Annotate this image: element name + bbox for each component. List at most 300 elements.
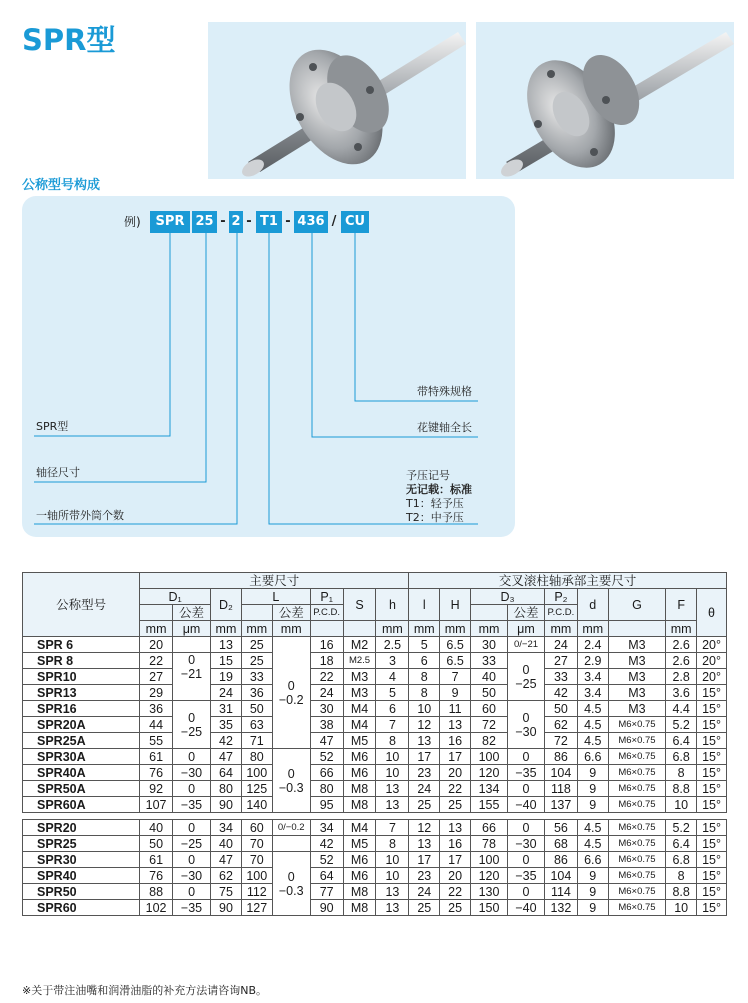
page-title: SPR型 bbox=[22, 23, 116, 57]
cell-i: 5 bbox=[409, 637, 440, 653]
cell-model: SPR 6 bbox=[23, 637, 140, 653]
cell-i: 24 bbox=[409, 781, 440, 797]
unit-um: μm bbox=[508, 621, 545, 637]
cell-i: 8 bbox=[409, 685, 440, 701]
cell-theta: 15° bbox=[697, 820, 727, 836]
cell-f: 6.4 bbox=[666, 836, 697, 852]
cell-g: M6×0.75 bbox=[608, 733, 666, 749]
cell-g: M6×0.75 bbox=[608, 868, 666, 884]
unit-mm: mm bbox=[140, 621, 173, 637]
unit-mm: mm bbox=[577, 621, 608, 637]
cell-d3: 50 bbox=[471, 685, 508, 701]
cell-p1: 34 bbox=[310, 820, 343, 836]
cell-d1-tol: 0 bbox=[173, 820, 211, 836]
cell-d: 9 bbox=[577, 797, 608, 813]
table-row bbox=[23, 900, 727, 916]
cell-d1-tol: 0 bbox=[173, 781, 211, 797]
code-sep: - bbox=[285, 214, 291, 229]
cell-d2: 90 bbox=[211, 797, 242, 813]
cell-p2: 24 bbox=[544, 637, 577, 653]
cell-i: 17 bbox=[409, 852, 440, 868]
cell-h: 6 bbox=[376, 701, 409, 717]
cell-l-tol: 0 −0.3 bbox=[272, 749, 310, 813]
cell-l: 125 bbox=[241, 781, 272, 797]
cell-theta: 15° bbox=[697, 852, 727, 868]
cell-H: 16 bbox=[440, 733, 471, 749]
cell-f: 4.4 bbox=[666, 701, 697, 717]
cell-f: 2.8 bbox=[666, 669, 697, 685]
cell-d1-tol: 0 −21 bbox=[173, 653, 211, 701]
cell-d2: 34 bbox=[211, 820, 242, 836]
cell-d1-tol: 0 bbox=[173, 749, 211, 765]
cell-s: M8 bbox=[343, 900, 376, 916]
cell-i: 12 bbox=[409, 717, 440, 733]
cell-d: 3.4 bbox=[577, 685, 608, 701]
cell-i: 23 bbox=[409, 765, 440, 781]
table-row bbox=[23, 717, 727, 733]
cell-d1-tol: 0 −25 bbox=[173, 701, 211, 749]
callout-shaft-length: 花键轴全长 bbox=[417, 421, 472, 434]
cell-p1: 16 bbox=[310, 637, 343, 653]
cell-d: 4.5 bbox=[577, 820, 608, 836]
cell-p1: 47 bbox=[310, 733, 343, 749]
cell-H: 20 bbox=[440, 765, 471, 781]
cell-d: 4.5 bbox=[577, 836, 608, 852]
cell-l: 100 bbox=[241, 765, 272, 781]
cell-H: 7 bbox=[440, 669, 471, 685]
cell-d2: 47 bbox=[211, 749, 242, 765]
cell-l: 36 bbox=[241, 685, 272, 701]
unit-mm: mm bbox=[241, 621, 272, 637]
cell-H: 17 bbox=[440, 749, 471, 765]
cell-f: 10 bbox=[666, 797, 697, 813]
cell-d: 2.9 bbox=[577, 653, 608, 669]
cell-l-tol bbox=[272, 836, 310, 852]
cell-g: M6×0.75 bbox=[608, 836, 666, 852]
cell-theta: 20° bbox=[697, 669, 727, 685]
cell-h: 10 bbox=[376, 765, 409, 781]
cell-H: 20 bbox=[440, 868, 471, 884]
cell-i: 24 bbox=[409, 884, 440, 900]
cell-d3: 60 bbox=[471, 701, 508, 717]
cell-d3-tol: 0/−21 bbox=[508, 637, 545, 653]
cell-i: 12 bbox=[409, 820, 440, 836]
cell-s: M4 bbox=[343, 820, 376, 836]
cell-p2: 72 bbox=[544, 733, 577, 749]
cell-d2: 42 bbox=[211, 733, 242, 749]
header-l: L bbox=[241, 589, 310, 605]
cell-d2: 47 bbox=[211, 852, 242, 868]
cell-p2: 118 bbox=[544, 781, 577, 797]
cell-model: SPR25 bbox=[23, 836, 140, 852]
cell-theta: 15° bbox=[697, 868, 727, 884]
cell-model: SPR10 bbox=[23, 669, 140, 685]
cell-d1: 76 bbox=[140, 765, 173, 781]
cell-theta: 20° bbox=[697, 637, 727, 653]
unit-mm: mm bbox=[666, 621, 697, 637]
cell-f: 2.6 bbox=[666, 653, 697, 669]
cell-d1: 40 bbox=[140, 820, 173, 836]
cell-d: 9 bbox=[577, 884, 608, 900]
footnote: ※关于带注油嘴和润滑油脂的补充方法请咨询NB。 bbox=[22, 984, 267, 997]
cell-l: 63 bbox=[241, 717, 272, 733]
cell-g: M3 bbox=[608, 653, 666, 669]
cell-d2: 35 bbox=[211, 717, 242, 733]
cell-i: 25 bbox=[409, 797, 440, 813]
cell-d: 9 bbox=[577, 781, 608, 797]
cell-theta: 15° bbox=[697, 797, 727, 813]
cell-theta: 15° bbox=[697, 765, 727, 781]
cell-d1: 50 bbox=[140, 836, 173, 852]
cell-g: M6×0.75 bbox=[608, 781, 666, 797]
cell-p1: 38 bbox=[310, 717, 343, 733]
cell-s: M3 bbox=[343, 685, 376, 701]
cell-d1-tol: −30 bbox=[173, 868, 211, 884]
header-s: S bbox=[343, 589, 376, 621]
cell-d3-tol: 0 bbox=[508, 820, 545, 836]
cell-h: 4 bbox=[376, 669, 409, 685]
cell-g: M6×0.75 bbox=[608, 717, 666, 733]
header-main-dims: 主要尺寸 bbox=[140, 573, 409, 589]
cell-h: 10 bbox=[376, 852, 409, 868]
code-sep: - bbox=[246, 214, 252, 229]
cell-d1: 55 bbox=[140, 733, 173, 749]
header-g: G bbox=[608, 589, 666, 621]
code-sep: / bbox=[331, 214, 337, 229]
cell-h: 2.5 bbox=[376, 637, 409, 653]
cell-l: 60 bbox=[241, 820, 272, 836]
header-theta: θ bbox=[697, 589, 727, 637]
cell-model: SPR30A bbox=[23, 749, 140, 765]
cell-model: SPR60A bbox=[23, 797, 140, 813]
cell-d3-tol: −35 bbox=[508, 868, 545, 884]
cell-p2: 33 bbox=[544, 669, 577, 685]
cell-d2: 13 bbox=[211, 637, 242, 653]
cell-s: M6 bbox=[343, 765, 376, 781]
table-row bbox=[23, 836, 727, 852]
cell-d: 3.4 bbox=[577, 669, 608, 685]
cell-d1: 29 bbox=[140, 685, 173, 701]
cell-d1-tol bbox=[173, 637, 211, 653]
cell-d: 2.4 bbox=[577, 637, 608, 653]
cell-d3: 30 bbox=[471, 637, 508, 653]
code-sep: - bbox=[220, 214, 226, 229]
cell-d1: 102 bbox=[140, 900, 173, 916]
header-p2-pcd: P.C.D. bbox=[544, 605, 577, 621]
cell-l: 70 bbox=[241, 836, 272, 852]
cell-d: 6.6 bbox=[577, 749, 608, 765]
cell-d1: 44 bbox=[140, 717, 173, 733]
cell-d3-tol: 0 −25 bbox=[508, 653, 545, 701]
cell-d3-tol: −40 bbox=[508, 900, 545, 916]
cell-p2: 68 bbox=[544, 836, 577, 852]
table-row bbox=[23, 669, 727, 685]
cell-l-tol: 0/−0.2 bbox=[272, 820, 310, 836]
cell-p2: 137 bbox=[544, 797, 577, 813]
callout-special: 带特殊规格 bbox=[417, 385, 472, 398]
cell-model: SPR50 bbox=[23, 884, 140, 900]
cell-H: 25 bbox=[440, 797, 471, 813]
cell-p2: 104 bbox=[544, 868, 577, 884]
code-chip-spr: SPR bbox=[150, 211, 190, 233]
cell-H: 16 bbox=[440, 836, 471, 852]
cell-H: 9 bbox=[440, 685, 471, 701]
cell-d3: 120 bbox=[471, 765, 508, 781]
cell-d1: 27 bbox=[140, 669, 173, 685]
cell-theta: 15° bbox=[697, 836, 727, 852]
cell-l: 70 bbox=[241, 852, 272, 868]
cell-d3: 78 bbox=[471, 836, 508, 852]
cell-l-tol: 0 −0.2 bbox=[272, 637, 310, 749]
header-model: 公称型号 bbox=[23, 573, 140, 637]
cell-s: M4 bbox=[343, 717, 376, 733]
spec-table bbox=[22, 572, 727, 916]
callout-spr-type: SPR型 bbox=[36, 420, 69, 433]
cell-model: SPR20 bbox=[23, 820, 140, 836]
cell-s: M6 bbox=[343, 749, 376, 765]
cell-p1: 18 bbox=[310, 653, 343, 669]
cell-H: 22 bbox=[440, 781, 471, 797]
cell-d2: 80 bbox=[211, 781, 242, 797]
unit-mm: mm bbox=[440, 621, 471, 637]
cell-d2: 31 bbox=[211, 701, 242, 717]
cell-h: 7 bbox=[376, 820, 409, 836]
cell-d3-tol: 0 bbox=[508, 884, 545, 900]
cell-l: 25 bbox=[241, 637, 272, 653]
cell-f: 6.8 bbox=[666, 852, 697, 868]
cell-d3: 100 bbox=[471, 852, 508, 868]
cell-g: M3 bbox=[608, 637, 666, 653]
cell-d3-tol: 0 −30 bbox=[508, 701, 545, 749]
header-p1-pcd: P.C.D. bbox=[310, 605, 343, 621]
cell-d1-tol: 0 bbox=[173, 852, 211, 868]
cell-f: 10 bbox=[666, 900, 697, 916]
cell-p2: 27 bbox=[544, 653, 577, 669]
cell-theta: 15° bbox=[697, 884, 727, 900]
cell-H: 6.5 bbox=[440, 653, 471, 669]
cell-h: 13 bbox=[376, 797, 409, 813]
cell-H: 13 bbox=[440, 717, 471, 733]
cell-d1: 36 bbox=[140, 701, 173, 717]
cell-d1: 61 bbox=[140, 852, 173, 868]
cell-d: 9 bbox=[577, 868, 608, 884]
cell-s: M4 bbox=[343, 701, 376, 717]
cell-p1: 30 bbox=[310, 701, 343, 717]
cell-s: M5 bbox=[343, 836, 376, 852]
cell-d: 9 bbox=[577, 765, 608, 781]
cell-l: 112 bbox=[241, 884, 272, 900]
cell-d2: 64 bbox=[211, 765, 242, 781]
header-h-small: h bbox=[376, 589, 409, 621]
cell-d2: 62 bbox=[211, 868, 242, 884]
cell-i: 10 bbox=[409, 701, 440, 717]
cell-model: SPR 8 bbox=[23, 653, 140, 669]
cell-model: SPR40 bbox=[23, 868, 140, 884]
cell-h: 10 bbox=[376, 749, 409, 765]
cell-p1: 52 bbox=[310, 749, 343, 765]
cell-d1: 61 bbox=[140, 749, 173, 765]
table-row bbox=[23, 749, 727, 765]
cell-i: 23 bbox=[409, 868, 440, 884]
cell-model: SPR20A bbox=[23, 717, 140, 733]
cell-p1: 52 bbox=[310, 852, 343, 868]
cell-p1: 90 bbox=[310, 900, 343, 916]
cell-l: 80 bbox=[241, 749, 272, 765]
cell-l: 50 bbox=[241, 701, 272, 717]
cell-theta: 15° bbox=[697, 749, 727, 765]
callout-sleeve-count: 一轴所带外筒个数 bbox=[36, 509, 124, 522]
cell-l: 71 bbox=[241, 733, 272, 749]
cell-d1: 20 bbox=[140, 637, 173, 653]
table-group-a bbox=[23, 637, 727, 813]
cell-h: 7 bbox=[376, 717, 409, 733]
cell-d1: 92 bbox=[140, 781, 173, 797]
cell-g: M6×0.75 bbox=[608, 797, 666, 813]
unit-mm: mm bbox=[409, 621, 440, 637]
cell-p1: 22 bbox=[310, 669, 343, 685]
cell-d3: 155 bbox=[471, 797, 508, 813]
unit-um: μm bbox=[173, 621, 211, 637]
cell-l: 33 bbox=[241, 669, 272, 685]
callout-preload-t2: T2：中予压 bbox=[406, 511, 464, 524]
cell-d3: 33 bbox=[471, 653, 508, 669]
header-l-tol: 公差 bbox=[272, 605, 310, 621]
callout-preload-title: 予压记号 bbox=[406, 469, 450, 482]
cell-s: M8 bbox=[343, 884, 376, 900]
cell-f: 8 bbox=[666, 868, 697, 884]
cell-theta: 15° bbox=[697, 733, 727, 749]
cell-g: M3 bbox=[608, 685, 666, 701]
cell-p1: 24 bbox=[310, 685, 343, 701]
cell-model: SPR16 bbox=[23, 701, 140, 717]
cell-d3-tol: 0 bbox=[508, 781, 545, 797]
cell-d2: 15 bbox=[211, 653, 242, 669]
cell-g: M6×0.75 bbox=[608, 884, 666, 900]
table-row bbox=[23, 637, 727, 653]
header-f: F bbox=[666, 589, 697, 621]
cell-g: M3 bbox=[608, 669, 666, 685]
table-row bbox=[23, 820, 727, 836]
cell-s: M6 bbox=[343, 852, 376, 868]
header-p2: P₂ bbox=[544, 589, 577, 605]
table-row bbox=[23, 868, 727, 884]
cell-h: 8 bbox=[376, 733, 409, 749]
callout-preload-t1: T1：轻予压 bbox=[406, 497, 464, 510]
cell-s: M3 bbox=[343, 669, 376, 685]
cell-model: SPR25A bbox=[23, 733, 140, 749]
unit-mm: mm bbox=[544, 621, 577, 637]
table-row bbox=[23, 701, 727, 717]
cell-theta: 15° bbox=[697, 900, 727, 916]
cell-d1: 107 bbox=[140, 797, 173, 813]
cell-p2: 104 bbox=[544, 765, 577, 781]
cell-d3: 66 bbox=[471, 820, 508, 836]
cell-d3: 134 bbox=[471, 781, 508, 797]
cell-s: M6 bbox=[343, 868, 376, 884]
header-d1-tol: 公差 bbox=[173, 605, 211, 621]
cell-i: 17 bbox=[409, 749, 440, 765]
header-H: H bbox=[440, 589, 471, 621]
cell-p2: 50 bbox=[544, 701, 577, 717]
cell-d1-tol: −35 bbox=[173, 900, 211, 916]
cell-theta: 15° bbox=[697, 685, 727, 701]
cell-s: M8 bbox=[343, 797, 376, 813]
cell-H: 6.5 bbox=[440, 637, 471, 653]
cell-f: 5.2 bbox=[666, 820, 697, 836]
cell-f: 5.2 bbox=[666, 717, 697, 733]
cell-l-tol: 0 −0.3 bbox=[272, 852, 310, 916]
cell-H: 17 bbox=[440, 852, 471, 868]
cell-d3: 150 bbox=[471, 900, 508, 916]
cell-d2: 19 bbox=[211, 669, 242, 685]
cell-h: 3 bbox=[376, 653, 409, 669]
cell-i: 25 bbox=[409, 900, 440, 916]
cell-g: M6×0.75 bbox=[608, 900, 666, 916]
cell-h: 13 bbox=[376, 884, 409, 900]
cell-d2: 90 bbox=[211, 900, 242, 916]
cell-d: 4.5 bbox=[577, 733, 608, 749]
cell-i: 13 bbox=[409, 836, 440, 852]
cell-g: M6×0.75 bbox=[608, 765, 666, 781]
unit-mm: mm bbox=[471, 621, 508, 637]
cell-i: 13 bbox=[409, 733, 440, 749]
example-prefix: 例) bbox=[124, 215, 141, 229]
cell-p1: 80 bbox=[310, 781, 343, 797]
cell-d1: 22 bbox=[140, 653, 173, 669]
table-row bbox=[23, 765, 727, 781]
unit-mm: mm bbox=[272, 621, 310, 637]
cell-d1: 76 bbox=[140, 868, 173, 884]
code-chip-size: 25 bbox=[192, 211, 217, 233]
cell-d: 4.5 bbox=[577, 701, 608, 717]
table-row bbox=[23, 733, 727, 749]
cell-p1: 64 bbox=[310, 868, 343, 884]
cell-d1-tol: −25 bbox=[173, 836, 211, 852]
cell-g: M6×0.75 bbox=[608, 820, 666, 836]
cell-p2: 86 bbox=[544, 852, 577, 868]
cell-f: 6.4 bbox=[666, 733, 697, 749]
header-d1: D₁ bbox=[140, 589, 211, 605]
cell-h: 10 bbox=[376, 868, 409, 884]
table-row bbox=[23, 781, 727, 797]
cell-d3-tol: −30 bbox=[508, 836, 545, 852]
table-row bbox=[23, 653, 727, 669]
header-d: d bbox=[577, 589, 608, 621]
unit-mm: mm bbox=[376, 621, 409, 637]
cell-f: 8.8 bbox=[666, 781, 697, 797]
cell-p1: 95 bbox=[310, 797, 343, 813]
cell-i: 6 bbox=[409, 653, 440, 669]
cell-d2: 24 bbox=[211, 685, 242, 701]
cell-f: 6.8 bbox=[666, 749, 697, 765]
header-d3-tol: 公差 bbox=[508, 605, 545, 621]
cell-d3: 72 bbox=[471, 717, 508, 733]
cell-H: 22 bbox=[440, 884, 471, 900]
cell-h: 13 bbox=[376, 781, 409, 797]
cell-f: 3.6 bbox=[666, 685, 697, 701]
table-row bbox=[23, 685, 727, 701]
cell-model: SPR60 bbox=[23, 900, 140, 916]
cell-s: M2.5 bbox=[343, 653, 376, 669]
cell-l: 25 bbox=[241, 653, 272, 669]
header-bearing-dims: 交叉滚柱轴承部主要尺寸 bbox=[409, 573, 727, 589]
cell-p2: 132 bbox=[544, 900, 577, 916]
cell-d3-tol: −40 bbox=[508, 797, 545, 813]
cell-d3-tol: 0 bbox=[508, 749, 545, 765]
cell-p2: 62 bbox=[544, 717, 577, 733]
cell-d1-tol: −30 bbox=[173, 765, 211, 781]
cell-p2: 86 bbox=[544, 749, 577, 765]
